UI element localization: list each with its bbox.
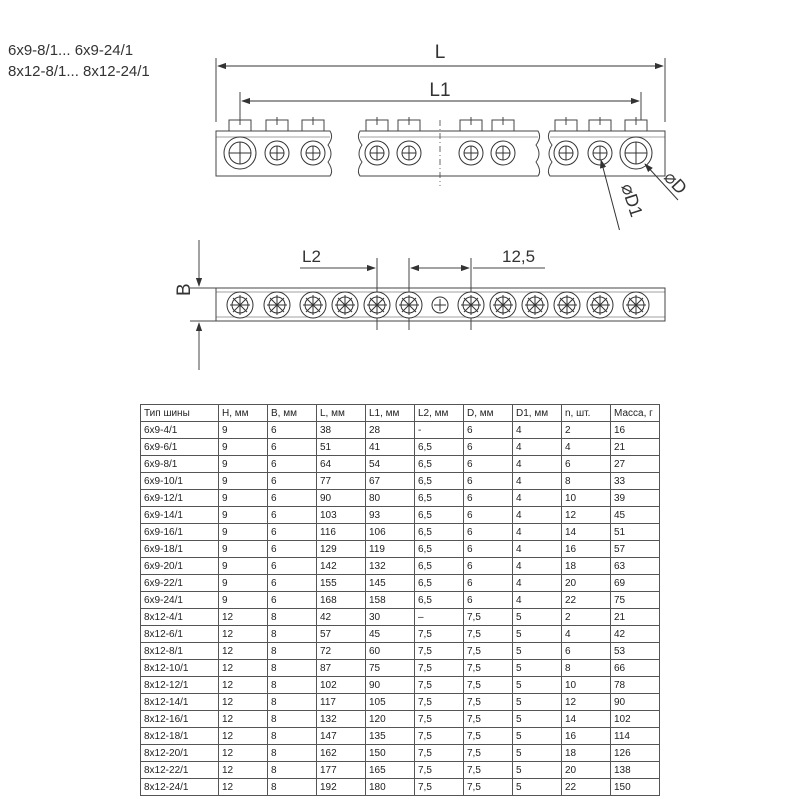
- table-cell: 145: [366, 575, 415, 592]
- table-cell: 20: [562, 762, 611, 779]
- table-cell: 9: [219, 473, 268, 490]
- table-cell: 117: [317, 694, 366, 711]
- table-cell: 7,5: [464, 694, 513, 711]
- table-cell: 4: [562, 439, 611, 456]
- table-cell: 165: [366, 762, 415, 779]
- table-cell: 6,5: [415, 592, 464, 609]
- column-header: L1, мм: [366, 405, 415, 422]
- title-range-8x12: 8x12-8/1... 8x12-24/1: [8, 63, 150, 80]
- table-cell: 7,5: [464, 762, 513, 779]
- column-header: L2, мм: [415, 405, 464, 422]
- table-cell: 5: [513, 626, 562, 643]
- dim-label-D1: ⌀D1: [617, 181, 647, 220]
- table-cell-type: 6x9-8/1: [141, 456, 219, 473]
- table-cell: 78: [611, 677, 660, 694]
- table-cell: 12: [562, 694, 611, 711]
- table-cell: 72: [317, 643, 366, 660]
- table-cell: 4: [513, 592, 562, 609]
- table-cell: 90: [366, 677, 415, 694]
- table-cell: 6: [464, 439, 513, 456]
- table-cell-type: 6x9-14/1: [141, 507, 219, 524]
- table-cell: 8: [562, 473, 611, 490]
- screw-top: [364, 292, 390, 318]
- table-cell: 27: [611, 456, 660, 473]
- table-cell: 106: [366, 524, 415, 541]
- column-header: Масса, г: [611, 405, 660, 422]
- table-cell: 6,5: [415, 524, 464, 541]
- table-cell: 7,5: [464, 677, 513, 694]
- table-cell: 6,5: [415, 541, 464, 558]
- table-cell-type: 6x9-4/1: [141, 422, 219, 439]
- table-cell-type: 8x12-20/1: [141, 745, 219, 762]
- table-cell: 6: [268, 456, 317, 473]
- table-cell: 6: [464, 422, 513, 439]
- table-cell: 8: [268, 711, 317, 728]
- table-cell-type: 6x9-6/1: [141, 439, 219, 456]
- column-header: L, мм: [317, 405, 366, 422]
- table-row: [141, 643, 660, 660]
- table-row: [141, 456, 660, 473]
- table-cell: 105: [366, 694, 415, 711]
- table-cell: 41: [366, 439, 415, 456]
- column-header: n, шт.: [562, 405, 611, 422]
- table-cell: 102: [611, 711, 660, 728]
- table-cell: 51: [317, 439, 366, 456]
- table-cell: 64: [317, 456, 366, 473]
- table-cell-type: 8x12-10/1: [141, 660, 219, 677]
- screw-top: [332, 292, 358, 318]
- table-cell: 57: [317, 626, 366, 643]
- table-cell: 6: [268, 422, 317, 439]
- table-cell: 138: [611, 762, 660, 779]
- table-cell: 5: [513, 609, 562, 626]
- table-cell: –: [415, 609, 464, 626]
- table-cell: 8: [268, 779, 317, 796]
- table-row: [141, 439, 660, 456]
- table-row: [141, 626, 660, 643]
- table-cell: 102: [317, 677, 366, 694]
- table-cell: 8: [268, 728, 317, 745]
- table-cell: 9: [219, 490, 268, 507]
- table-cell: 4: [513, 558, 562, 575]
- table-row: [141, 677, 660, 694]
- table-cell: 6: [268, 558, 317, 575]
- table-cell: 8: [268, 694, 317, 711]
- table-row: [141, 473, 660, 490]
- dim-label-L: L: [434, 42, 446, 63]
- table-row: [141, 609, 660, 626]
- table-cell: 192: [317, 779, 366, 796]
- table-cell: 10: [562, 677, 611, 694]
- table-cell: 6,5: [415, 439, 464, 456]
- table-cell: 12: [219, 728, 268, 745]
- table-cell-type: 8x12-12/1: [141, 677, 219, 694]
- table-cell: 42: [317, 609, 366, 626]
- table-cell: 7,5: [464, 626, 513, 643]
- table-cell: 12: [219, 779, 268, 796]
- table-cell: 66: [611, 660, 660, 677]
- table-cell: 7,5: [464, 609, 513, 626]
- table-cell-type: 6x9-16/1: [141, 524, 219, 541]
- table-cell: 132: [366, 558, 415, 575]
- table-cell: 5: [513, 728, 562, 745]
- table-cell-type: 6x9-24/1: [141, 592, 219, 609]
- table-cell: 51: [611, 524, 660, 541]
- screw-top: [458, 292, 484, 318]
- table-cell: -: [415, 422, 464, 439]
- table-row: [141, 541, 660, 558]
- center-mounting-hole: [432, 297, 448, 313]
- table-cell: 8: [268, 660, 317, 677]
- table-cell: 7,5: [415, 711, 464, 728]
- table-cell-type: 6x9-18/1: [141, 541, 219, 558]
- table-cell: 6: [268, 473, 317, 490]
- table-row: [141, 660, 660, 677]
- table-cell: 20: [562, 575, 611, 592]
- table-cell: 75: [611, 592, 660, 609]
- table-cell: 7,5: [464, 745, 513, 762]
- table-cell: 12: [219, 626, 268, 643]
- table-cell: 12: [219, 711, 268, 728]
- table-cell: 9: [219, 456, 268, 473]
- table-cell: 16: [611, 422, 660, 439]
- table-row: [141, 779, 660, 796]
- table-cell: 129: [317, 541, 366, 558]
- table-cell: 158: [366, 592, 415, 609]
- table-cell: 6: [268, 575, 317, 592]
- table-cell: 53: [611, 643, 660, 660]
- table-cell: 6: [268, 524, 317, 541]
- table-cell: 116: [317, 524, 366, 541]
- table-cell: 5: [513, 762, 562, 779]
- table-cell: 63: [611, 558, 660, 575]
- table-cell: 8: [268, 626, 317, 643]
- table-row: [141, 728, 660, 745]
- column-header: B, мм: [268, 405, 317, 422]
- table-cell: 18: [562, 745, 611, 762]
- table-row: [141, 592, 660, 609]
- table-cell: 6,5: [415, 575, 464, 592]
- table-cell: 9: [219, 524, 268, 541]
- table-cell: 4: [513, 490, 562, 507]
- table-cell: 6: [464, 473, 513, 490]
- table-row: [141, 422, 660, 439]
- table-cell: 8: [268, 762, 317, 779]
- table-cell: 12: [219, 677, 268, 694]
- table-cell: 6: [562, 456, 611, 473]
- table-cell: 87: [317, 660, 366, 677]
- table-cell: 6: [268, 439, 317, 456]
- column-header: D, мм: [464, 405, 513, 422]
- table-cell: 14: [562, 524, 611, 541]
- table-cell: 60: [366, 643, 415, 660]
- table-cell-type: 8x12-16/1: [141, 711, 219, 728]
- table-cell: 4: [513, 439, 562, 456]
- table-cell: 22: [562, 779, 611, 796]
- table-cell: 8: [268, 609, 317, 626]
- table-cell-type: 8x12-8/1: [141, 643, 219, 660]
- screw-top: [300, 292, 326, 318]
- table-cell: 6: [268, 507, 317, 524]
- table-cell: 45: [611, 507, 660, 524]
- table-cell: 4: [513, 507, 562, 524]
- table-cell: 162: [317, 745, 366, 762]
- table-cell: 7,5: [415, 779, 464, 796]
- dim-label-pitch: 12,5: [502, 247, 536, 266]
- table-cell: 14: [562, 711, 611, 728]
- table-cell: 4: [513, 575, 562, 592]
- table-cell: 150: [611, 779, 660, 796]
- table-cell: 4: [562, 626, 611, 643]
- screw-top: [490, 292, 516, 318]
- dim-label-L1: L1: [429, 80, 451, 101]
- table-cell-type: 6x9-10/1: [141, 473, 219, 490]
- table-cell: 6: [562, 643, 611, 660]
- table-cell: 7,5: [415, 626, 464, 643]
- table-cell: 21: [611, 609, 660, 626]
- table-cell: 7,5: [464, 779, 513, 796]
- table-cell: 12: [219, 745, 268, 762]
- table-cell: 6: [464, 490, 513, 507]
- table-row: [141, 762, 660, 779]
- screw-top: [227, 292, 253, 318]
- table-row: [141, 507, 660, 524]
- table-cell: 4: [513, 422, 562, 439]
- screw-top: [623, 292, 649, 318]
- table-cell: 16: [562, 541, 611, 558]
- table-cell: 7,5: [415, 660, 464, 677]
- table-cell: 39: [611, 490, 660, 507]
- table-cell: 6: [464, 558, 513, 575]
- table-cell: 132: [317, 711, 366, 728]
- table-cell: 5: [513, 677, 562, 694]
- table-cell: 9: [219, 422, 268, 439]
- table-cell: 7,5: [464, 643, 513, 660]
- dim-label-L2: L2: [302, 247, 321, 266]
- table-cell: 155: [317, 575, 366, 592]
- table-cell: 77: [317, 473, 366, 490]
- top-view-drawing: [0, 0, 800, 380]
- title-range-6x9: 6x9-8/1... 6x9-24/1: [8, 42, 134, 59]
- table-cell: 6,5: [415, 473, 464, 490]
- table-cell: 7,5: [415, 762, 464, 779]
- table-cell: 7,5: [464, 728, 513, 745]
- table-cell: 119: [366, 541, 415, 558]
- table-cell: 7,5: [415, 694, 464, 711]
- table-cell: 103: [317, 507, 366, 524]
- table-cell-type: 8x12-4/1: [141, 609, 219, 626]
- table-cell: 90: [611, 694, 660, 711]
- table-cell: 6: [464, 575, 513, 592]
- table-cell-type: 6x9-22/1: [141, 575, 219, 592]
- table-cell: 6,5: [415, 507, 464, 524]
- table-cell: 12: [562, 507, 611, 524]
- table-cell: 9: [219, 592, 268, 609]
- spec-table: [140, 404, 660, 796]
- table-cell: 5: [513, 643, 562, 660]
- table-cell: 30: [366, 609, 415, 626]
- table-cell: 67: [366, 473, 415, 490]
- table-cell: 12: [219, 660, 268, 677]
- table-cell: 180: [366, 779, 415, 796]
- table-cell: 2: [562, 609, 611, 626]
- table-cell: 5: [513, 745, 562, 762]
- table-cell: 8: [268, 677, 317, 694]
- table-cell: 114: [611, 728, 660, 745]
- table-row: [141, 490, 660, 507]
- table-cell: 5: [513, 694, 562, 711]
- table-cell: 5: [513, 660, 562, 677]
- table-cell: 9: [219, 575, 268, 592]
- table-cell: 7,5: [415, 728, 464, 745]
- table-cell: 7,5: [415, 745, 464, 762]
- table-cell: 9: [219, 507, 268, 524]
- table-cell: 10: [562, 490, 611, 507]
- table-cell: 45: [366, 626, 415, 643]
- table-cell: 9: [219, 558, 268, 575]
- table-cell: 6: [464, 592, 513, 609]
- table-cell: 75: [366, 660, 415, 677]
- table-cell: 9: [219, 541, 268, 558]
- screw-top: [554, 292, 580, 318]
- table-cell: 7,5: [415, 677, 464, 694]
- column-header: H, мм: [219, 405, 268, 422]
- table-cell: 8: [268, 745, 317, 762]
- table-cell: 150: [366, 745, 415, 762]
- table-cell: 7,5: [464, 711, 513, 728]
- table-cell: 8: [268, 643, 317, 660]
- table-cell: 5: [513, 779, 562, 796]
- table-row: [141, 524, 660, 541]
- table-row: [141, 694, 660, 711]
- dim-label-D: ⌀D: [660, 167, 691, 199]
- column-header: D1, мм: [513, 405, 562, 422]
- table-cell: 12: [219, 609, 268, 626]
- table-cell: 28: [366, 422, 415, 439]
- table-cell-type: 6x9-20/1: [141, 558, 219, 575]
- table-cell: 69: [611, 575, 660, 592]
- table-cell: 6,5: [415, 456, 464, 473]
- table-cell: 12: [219, 643, 268, 660]
- table-cell: 6: [268, 592, 317, 609]
- screw-top: [522, 292, 548, 318]
- table-cell: 9: [219, 439, 268, 456]
- table-cell: 147: [317, 728, 366, 745]
- table-cell-type: 8x12-18/1: [141, 728, 219, 745]
- table-cell: 126: [611, 745, 660, 762]
- table-cell-type: 8x12-24/1: [141, 779, 219, 796]
- table-cell: 6: [268, 490, 317, 507]
- table-cell: 22: [562, 592, 611, 609]
- table-cell: 38: [317, 422, 366, 439]
- table-cell-type: 8x12-14/1: [141, 694, 219, 711]
- table-cell: 54: [366, 456, 415, 473]
- table-header-row: [141, 405, 660, 422]
- table-cell: 4: [513, 541, 562, 558]
- table-cell: 6: [464, 524, 513, 541]
- table-cell-type: 6x9-12/1: [141, 490, 219, 507]
- table-cell: 93: [366, 507, 415, 524]
- table-cell: 4: [513, 456, 562, 473]
- table-cell: 135: [366, 728, 415, 745]
- table-cell-type: 8x12-6/1: [141, 626, 219, 643]
- table-row: [141, 558, 660, 575]
- table-cell: 18: [562, 558, 611, 575]
- table-cell: 12: [219, 694, 268, 711]
- table-cell: 7,5: [464, 660, 513, 677]
- table-cell: 142: [317, 558, 366, 575]
- table-cell: 8: [562, 660, 611, 677]
- table-row: [141, 711, 660, 728]
- column-header: Тип шины: [141, 405, 219, 422]
- table-cell: 7,5: [415, 643, 464, 660]
- screw-top: [587, 292, 613, 318]
- table-cell: 42: [611, 626, 660, 643]
- screw-top: [264, 292, 290, 318]
- dim-label-B: B: [174, 283, 195, 296]
- table-cell: 80: [366, 490, 415, 507]
- table-cell: 4: [513, 524, 562, 541]
- table-cell: 4: [513, 473, 562, 490]
- table-cell: 5: [513, 711, 562, 728]
- table-cell: 2: [562, 422, 611, 439]
- table-row: [141, 745, 660, 762]
- table-cell: 6: [464, 507, 513, 524]
- table-cell: 168: [317, 592, 366, 609]
- table-cell: 120: [366, 711, 415, 728]
- table-cell: 21: [611, 439, 660, 456]
- table-row: [141, 575, 660, 592]
- table-cell: 33: [611, 473, 660, 490]
- screw-top: [396, 292, 422, 318]
- table-cell: 16: [562, 728, 611, 745]
- table-cell: 6: [464, 541, 513, 558]
- table-cell-type: 8x12-22/1: [141, 762, 219, 779]
- table-cell: 6,5: [415, 490, 464, 507]
- table-cell: 6: [464, 456, 513, 473]
- table-cell: 90: [317, 490, 366, 507]
- table-cell: 12: [219, 762, 268, 779]
- table-cell: 6,5: [415, 558, 464, 575]
- table-cell: 177: [317, 762, 366, 779]
- table-cell: 6: [268, 541, 317, 558]
- table-cell: 57: [611, 541, 660, 558]
